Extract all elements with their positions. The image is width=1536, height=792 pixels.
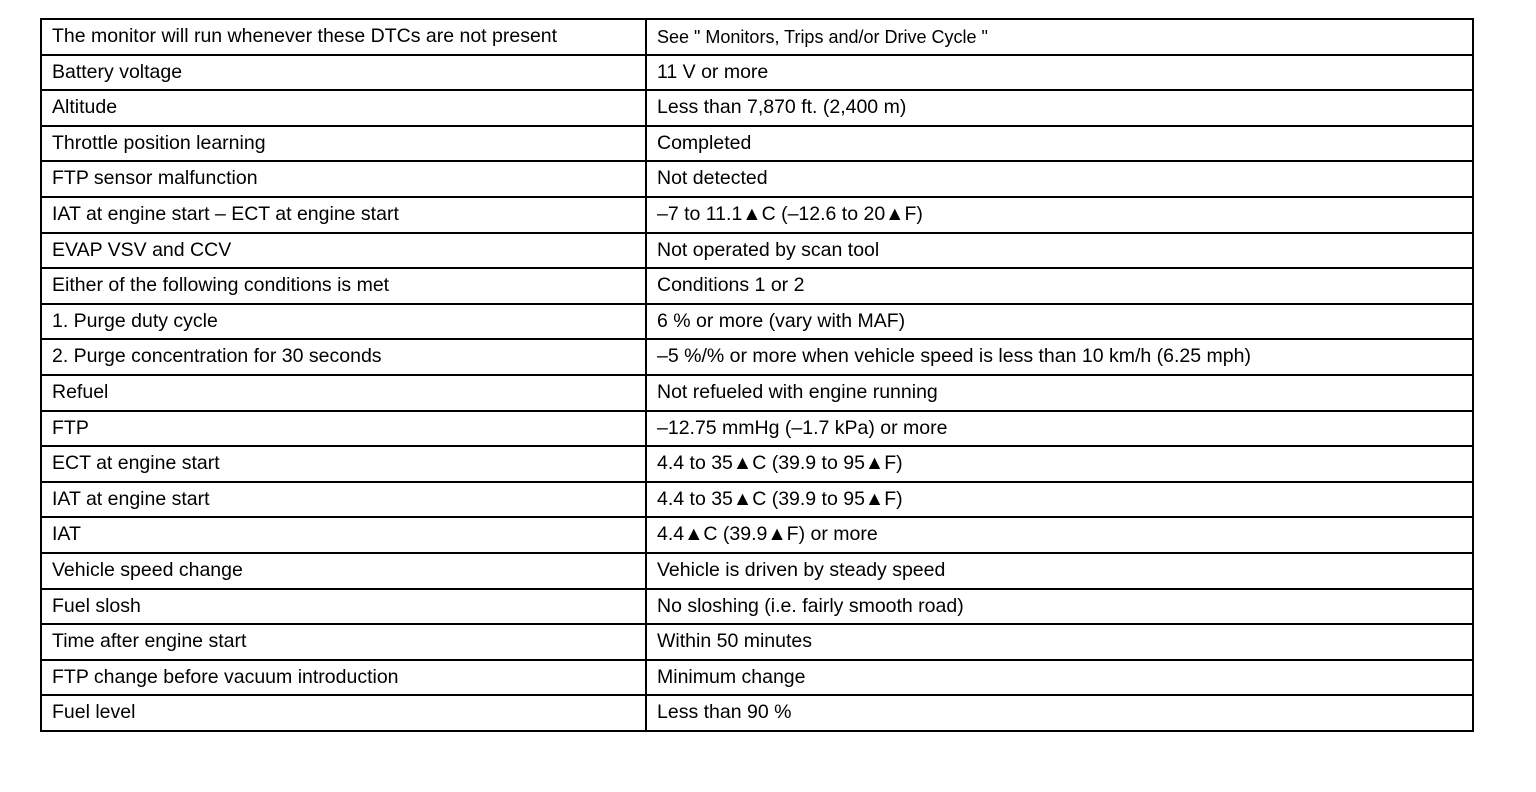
table-row [41, 517, 1473, 553]
condition-cell: Conditions 1 or 2 [646, 268, 1473, 304]
table-row [41, 19, 1473, 55]
table-row [41, 339, 1473, 375]
table-row [41, 411, 1473, 447]
condition-cell: Not detected [646, 161, 1473, 197]
condition-cell: 11 V or more [646, 55, 1473, 91]
condition-cell: 4.4 to 35▲C (39.9 to 95▲F) [646, 482, 1473, 518]
item-cell: FTP [41, 411, 646, 447]
item-cell: IAT [41, 517, 646, 553]
monitor-conditions-table [40, 18, 1474, 732]
condition-cell: Completed [646, 126, 1473, 162]
condition-cell: 4.4▲C (39.9▲F) or more [646, 517, 1473, 553]
table-row [41, 589, 1473, 625]
item-cell: Either of the following conditions is met [41, 268, 646, 304]
item-cell: ECT at engine start [41, 446, 646, 482]
table-row [41, 660, 1473, 696]
item-cell: Battery voltage [41, 55, 646, 91]
table-row [41, 624, 1473, 660]
table-row [41, 90, 1473, 126]
item-cell: Fuel slosh [41, 589, 646, 625]
condition-cell: Not operated by scan tool [646, 233, 1473, 269]
item-cell: Vehicle speed change [41, 553, 646, 589]
condition-cell: No sloshing (i.e. fairly smooth road) [646, 589, 1473, 625]
item-cell: IAT at engine start – ECT at engine start [41, 197, 646, 233]
condition-cell: –12.75 mmHg (–1.7 kPa) or more [646, 411, 1473, 447]
condition-cell: Within 50 minutes [646, 624, 1473, 660]
table-row [41, 126, 1473, 162]
condition-cell: 4.4 to 35▲C (39.9 to 95▲F) [646, 446, 1473, 482]
table-row [41, 482, 1473, 518]
table-row [41, 197, 1473, 233]
table-row [41, 553, 1473, 589]
condition-cell: Less than 90 % [646, 695, 1473, 731]
condition-cell: –5 %/% or more when vehicle speed is less than 10 km/h (6.25 mph) [646, 339, 1473, 375]
item-cell: The monitor will run whenever these DTCs are not present [41, 19, 646, 55]
table-row [41, 695, 1473, 731]
item-cell: Throttle position learning [41, 126, 646, 162]
table-row [41, 55, 1473, 91]
condition-cell: Minimum change [646, 660, 1473, 696]
table-row [41, 161, 1473, 197]
table-row [41, 375, 1473, 411]
item-cell: 1. Purge duty cycle [41, 304, 646, 340]
condition-cell: –7 to 11.1▲C (–12.6 to 20▲F) [646, 197, 1473, 233]
item-cell: FTP change before vacuum introduction [41, 660, 646, 696]
table-row [41, 304, 1473, 340]
item-cell: IAT at engine start [41, 482, 646, 518]
item-cell: EVAP VSV and CCV [41, 233, 646, 269]
item-cell: 2. Purge concentration for 30 seconds [41, 339, 646, 375]
table-row [41, 446, 1473, 482]
table-row [41, 268, 1473, 304]
condition-cell: 6 % or more (vary with MAF) [646, 304, 1473, 340]
item-cell: Fuel level [41, 695, 646, 731]
item-cell: Time after engine start [41, 624, 646, 660]
table-row [41, 233, 1473, 269]
item-cell: FTP sensor malfunction [41, 161, 646, 197]
item-cell: Altitude [41, 90, 646, 126]
condition-cell: Less than 7,870 ft. (2,400 m) [646, 90, 1473, 126]
condition-cell: Not refueled with engine running [646, 375, 1473, 411]
condition-cell: Vehicle is driven by steady speed [646, 553, 1473, 589]
condition-cell: See " Monitors, Trips and/or Drive Cycle " [646, 19, 1473, 55]
item-cell: Refuel [41, 375, 646, 411]
